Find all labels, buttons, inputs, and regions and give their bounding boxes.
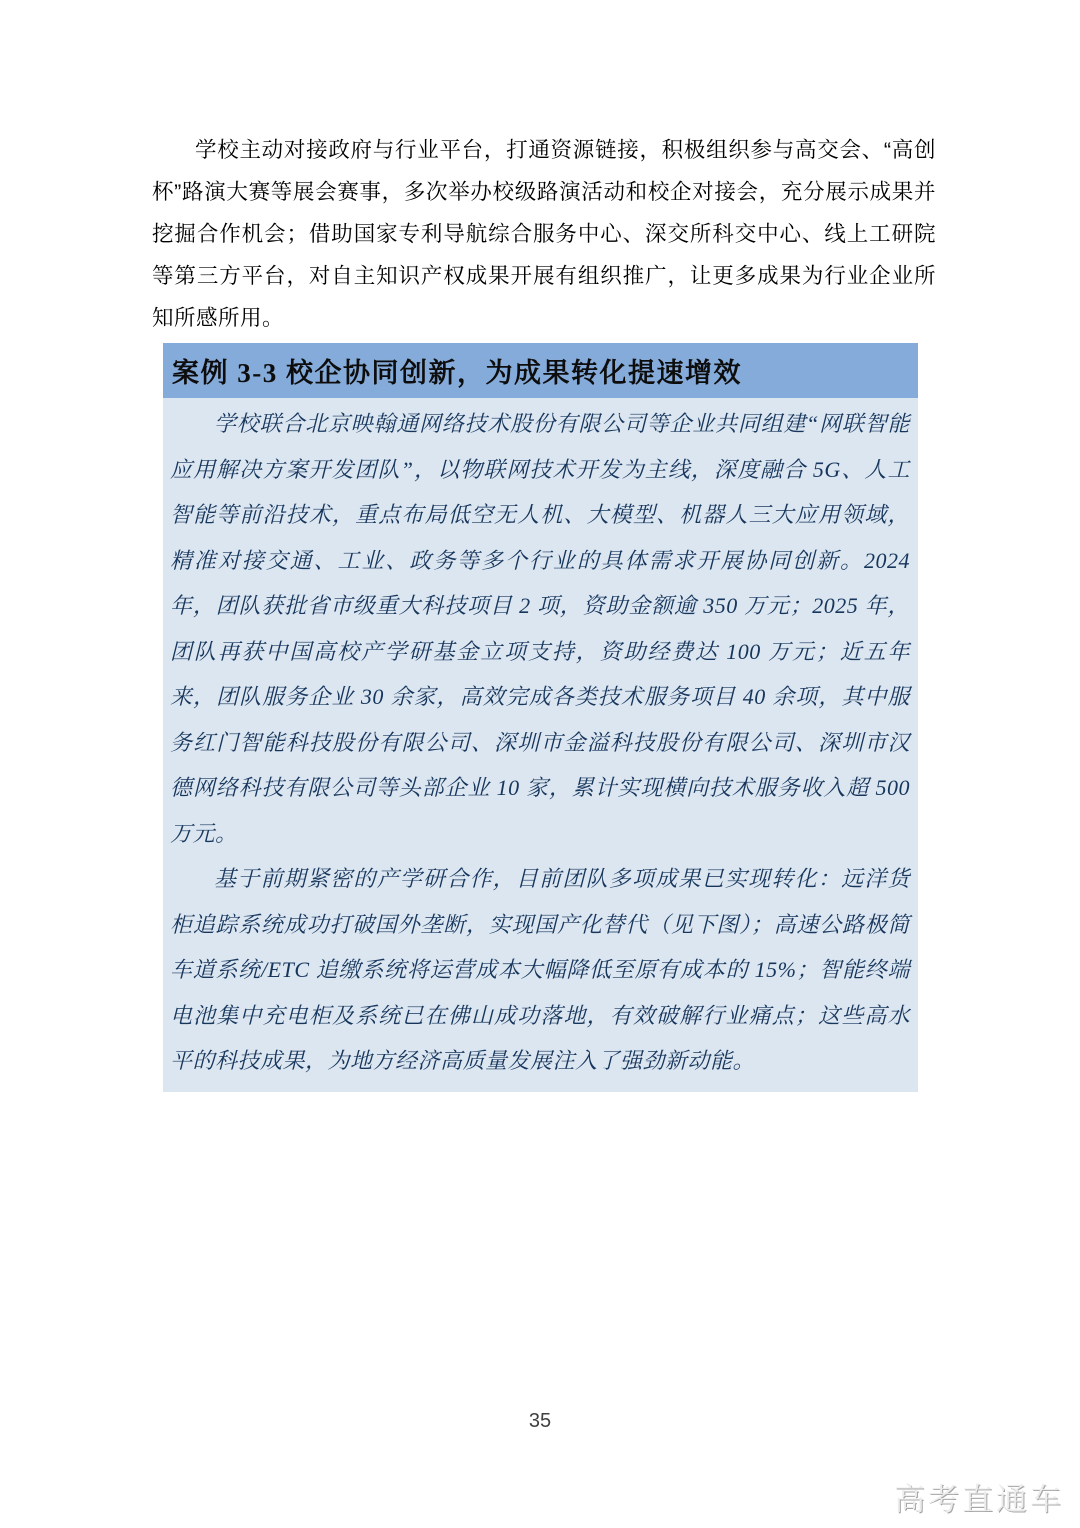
case-box-title: 案例 3-3 校企协同创新，为成果转化提速增效 — [163, 343, 918, 398]
case-box — [163, 343, 918, 1092]
intro-paragraph: 学校主动对接政府与行业平台，打通资源链接，积极组织参与高交会、“高创杯”路演大赛等展会赛事，多次举办校级路演活动和校企对接会，充分展示成果并挖掘合作机会；借助国家专利导航综合服务中心、深交所科交中心、线上工研院等第三方平台，对自主知识产权成果开展有组织推广，让更多成果为行业企业所知所感所用。 — [152, 138, 936, 330]
watermark-logo: 高考直通车 — [894, 1482, 1064, 1517]
case-box-body — [163, 398, 918, 1092]
page-number: 35 — [528, 1410, 552, 1432]
case-paragraph-2: 基于前期紧密的产学研合作，目前团队多项成果已实现转化：远洋货柜追踪系统成功打破国外垄断，实现国产化替代（见下图）；高速公路极简车道系统/ETC 追缴系统将运营成本大幅降低至原有成本的 15%；智能终端电池集中充电柜及系统已在佛山成功落地，有效破解行业痛点；这些高水平的科技成果，为地方经济高质量发展注入了强劲新动能。 — [170, 866, 910, 1073]
case-paragraph-1: 学校联合北京映翰通网络技术股份有限公司等企业共同组建“网联智能应用解决方案开发团队”，以物联网技术开发为主线，深度融合 5G、人工智能等前沿技术，重点布局低空无人机、大模型、机器人三大应用领域，精准对接交通、工业、政务等多个行业的具体需求开展协同创新。2024 年，团队获批省市级重大科技项目 2 项，资助金额逾 350 万元；2025 年，团队再获中国高校产学研基金立项支持，资助经费达 100 万元；近五年来，团队服务企业 30 余家，高效完成各类技术服务项目 40 余项，其中服务红门智能科技股份有限公司、深圳市金溢科技股份有限公司、深圳市汉德网络科技有限公司等头部企业 10 家，累计实现横向技术服务收入超 500 万元。 — [170, 411, 910, 846]
